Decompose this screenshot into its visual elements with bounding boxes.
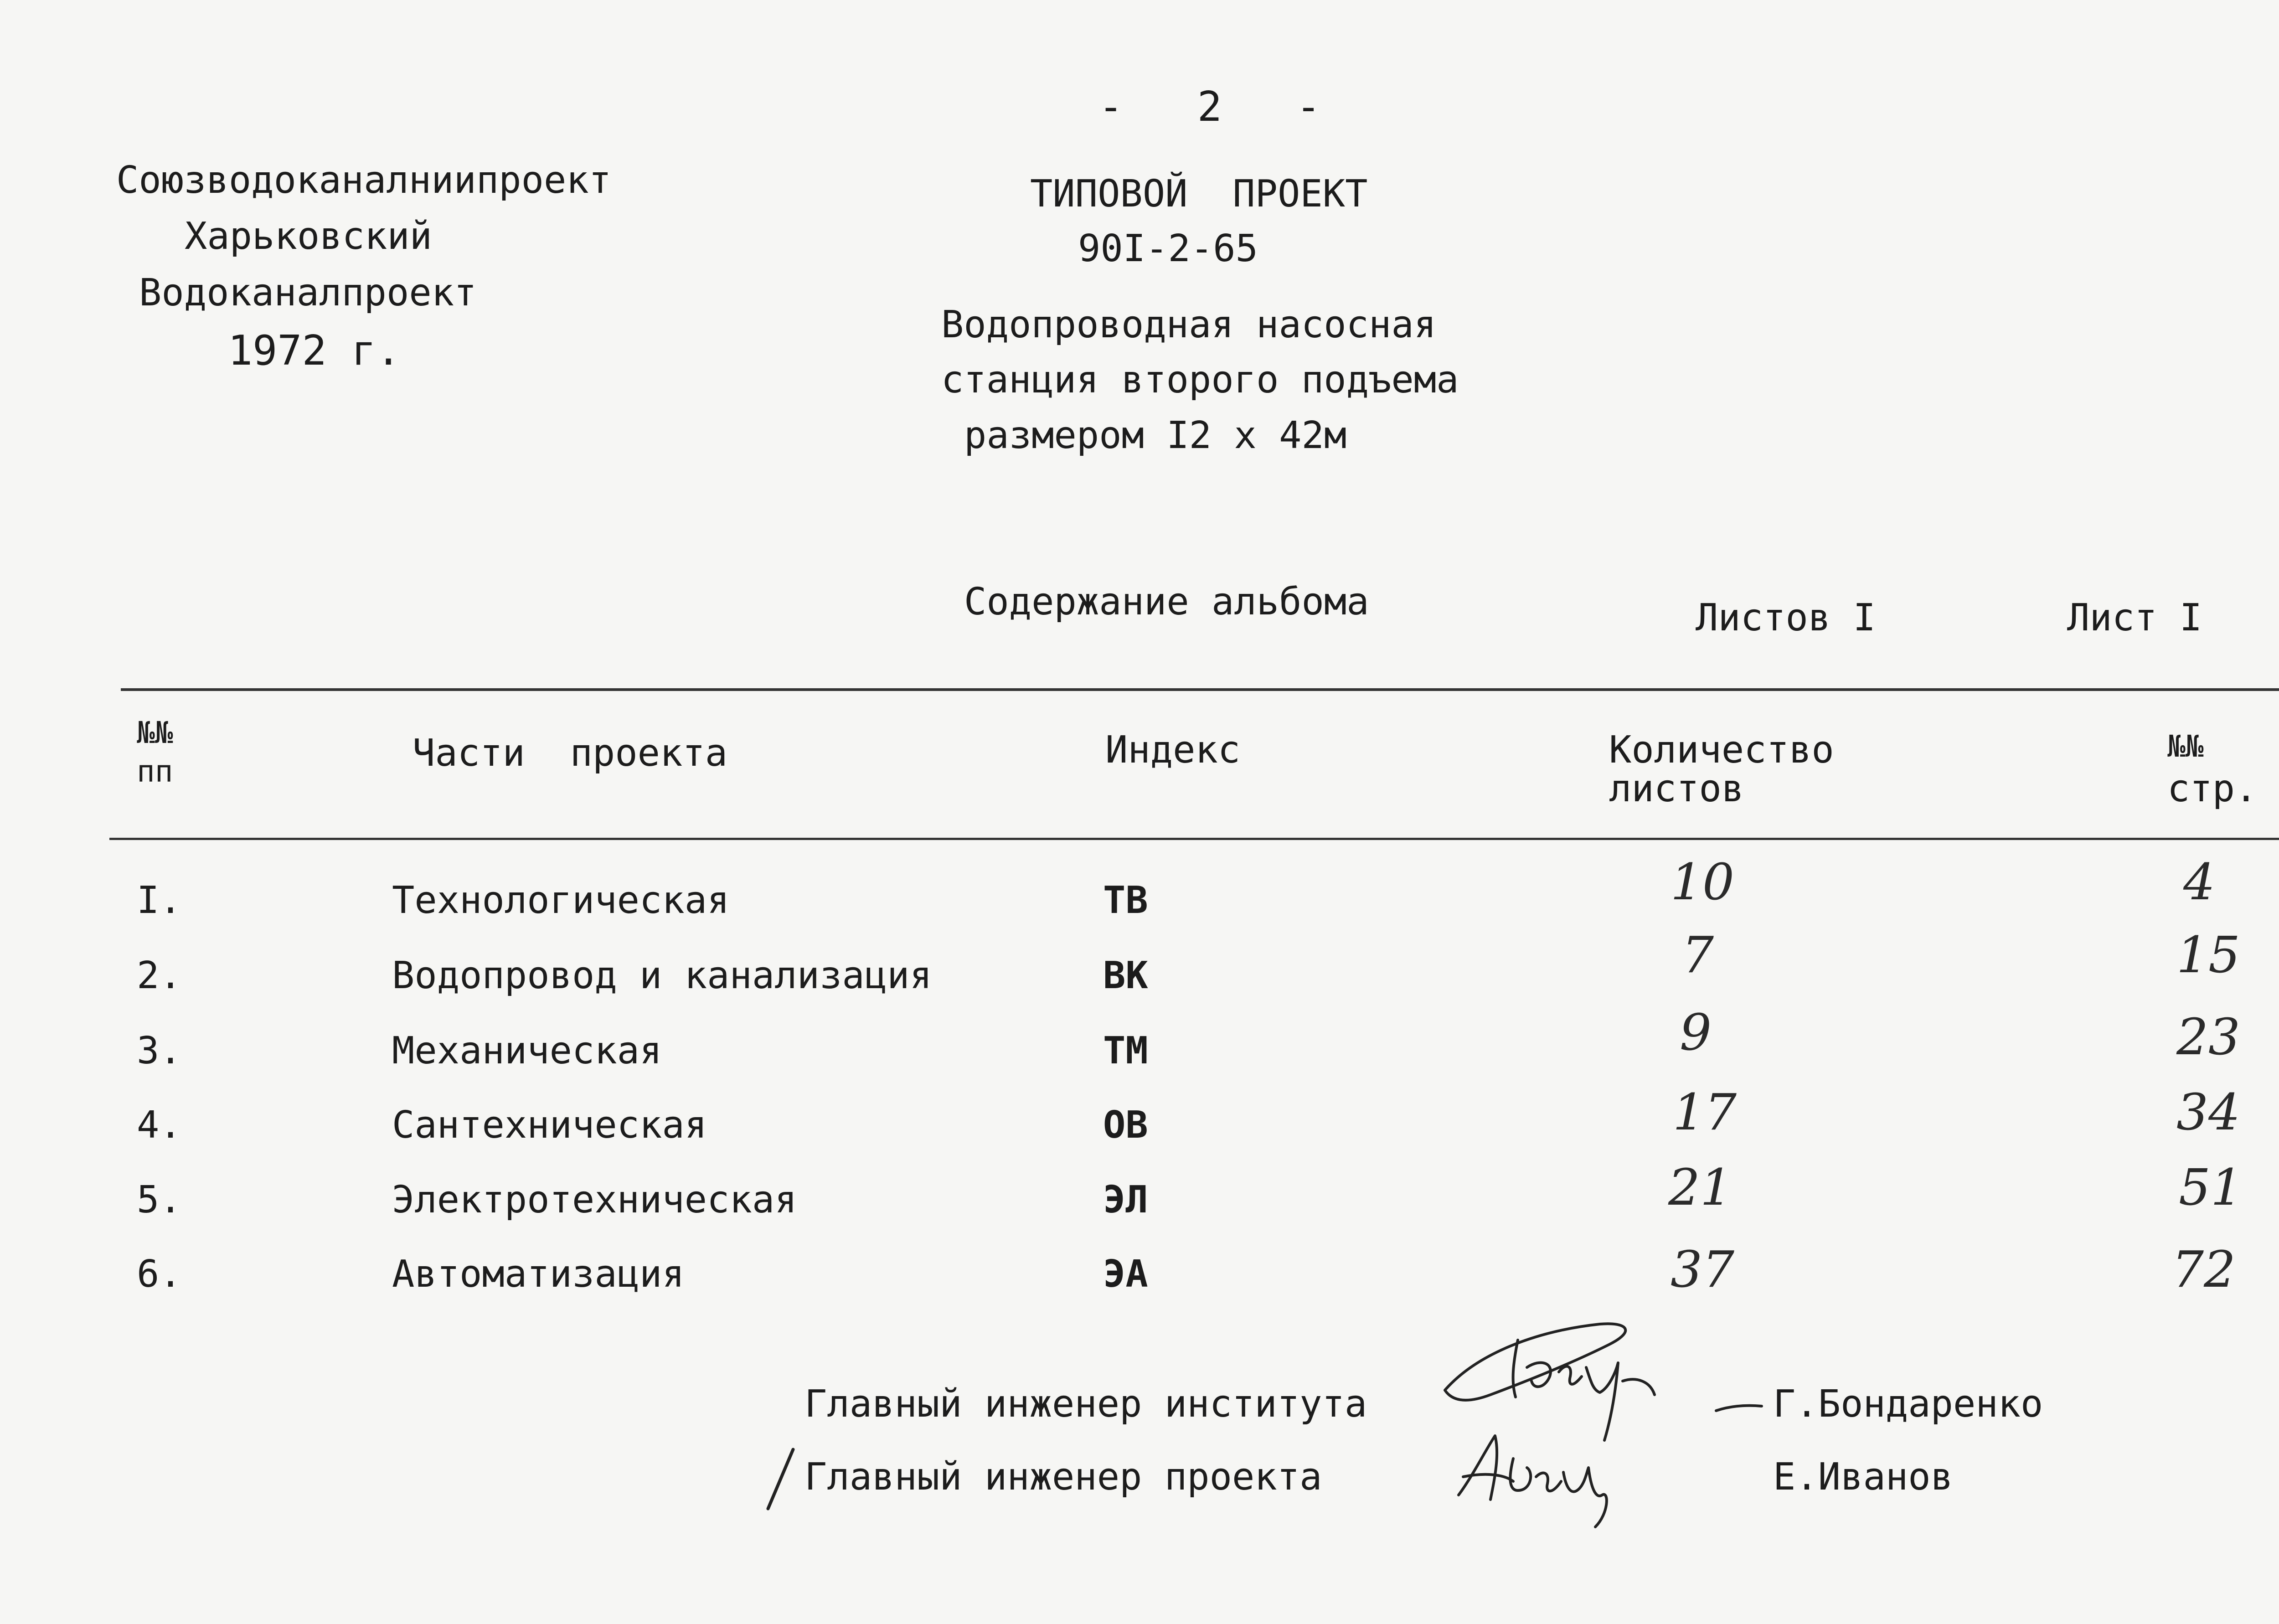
signature-role-1: Главный инженер института [804,1382,1367,1426]
row-3-part: Механическая [392,1029,662,1072]
signature-name-2: Е.Иванов [1773,1455,1953,1499]
signature-image-2 [1445,1422,1636,1531]
row-6-part: Автоматизация [392,1253,685,1296]
row-1-page: 4 [2183,853,2215,911]
row-3-page: 23 [2176,1008,2240,1066]
row-3-index: ТМ [1103,1029,1148,1072]
project-number: 90I-2-65 [1078,227,1258,270]
table-header-rule [109,838,2279,840]
org-name: Союзводоканалниипроект [116,159,612,202]
project-type: ТИПОВОЙ ПРОЕКТ [1030,172,1368,216]
row-5-qty: 21 [1668,1158,1732,1217]
row-2-page: 15 [2176,926,2240,984]
row-2-num: 2. [137,954,182,997]
row-5-num: 5. [137,1178,182,1222]
name-dash [1714,1399,1764,1418]
org-city: Харьковский [185,215,433,258]
row-2-index: ВК [1103,954,1148,997]
slash-mark [761,1445,798,1513]
header-qty-line2: листов [1609,767,1744,810]
row-2-qty: 7 [1682,926,1714,984]
header-page-line2: стр. [2167,767,2258,810]
signature-role-2: Главный инженер проекта [804,1455,1322,1499]
row-4-num: 4. [137,1103,182,1147]
row-5-index: ЭЛ [1103,1178,1148,1222]
table-top-rule [121,688,2279,691]
sheets-total: Листов I [1696,596,1876,639]
row-5-part: Электротехническая [392,1178,797,1222]
row-4-page: 34 [2176,1083,2240,1141]
project-title-line2: станция второго подъема [941,358,1459,402]
row-1-num: I. [137,879,182,922]
row-6-num: 6. [137,1253,182,1296]
row-1-index: ТВ [1103,879,1148,922]
row-3-qty: 9 [1680,1003,1712,1062]
header-page-line1: №№ [2167,729,2204,764]
sheet-number: Лист I [2067,596,2202,639]
header-num-line1: №№ [137,715,173,750]
project-title-line1: Водопроводная насосная [941,303,1437,346]
org-department: Водоканалпроект [139,271,477,314]
header-part: Части проекта [412,732,728,775]
row-6-page: 72 [2172,1240,2236,1299]
row-6-index: ЭА [1103,1253,1148,1296]
contents-heading: Содержание альбома [964,580,1369,624]
row-2-part: Водопровод и канализация [392,954,932,997]
row-5-page: 51 [2179,1158,2243,1217]
header-num-line2: пп [137,754,173,789]
row-3-num: 3. [137,1029,182,1072]
page-number: - 2 - [1098,83,1321,131]
row-4-part: Сантехническая [392,1103,707,1147]
row-1-part: Технологическая [392,879,730,922]
row-4-qty: 17 [1673,1083,1737,1141]
project-title-line3: размером I2 х 42м [964,414,1347,457]
org-year: 1972 г. [228,327,401,375]
row-1-qty: 10 [1671,853,1734,911]
row-6-qty: 37 [1671,1240,1734,1299]
header-qty-line1: Количество [1609,728,1834,772]
header-index: Индекс [1105,728,1241,772]
signature-name-1: Г.Бондаренко [1773,1382,2043,1426]
row-4-index: ОВ [1103,1103,1148,1147]
